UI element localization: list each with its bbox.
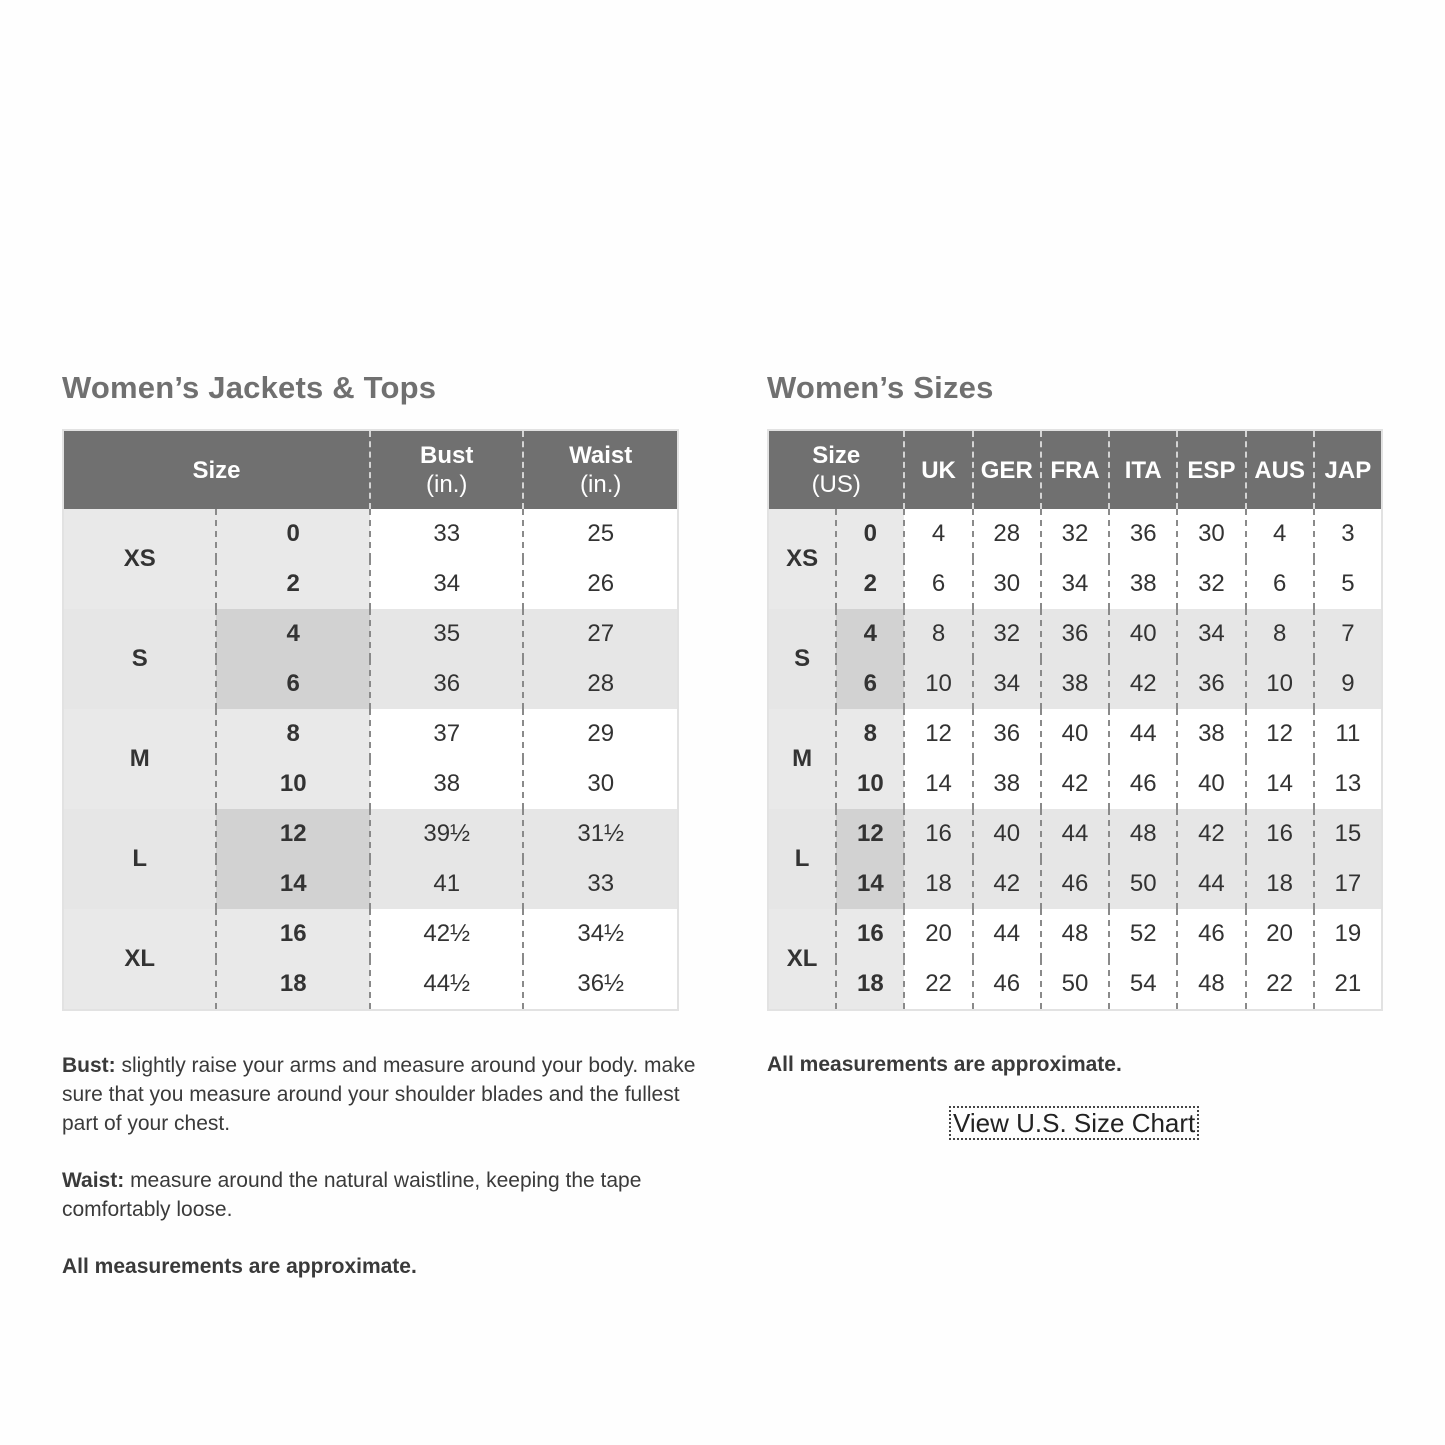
header-waist-unit: (in.) (580, 471, 622, 498)
sizes-table-body (768, 509, 1382, 1010)
bust-note-label: Bust: (62, 1054, 116, 1077)
ger-size-cell: 46 (973, 959, 1041, 1010)
ita-size-cell: 54 (1109, 959, 1177, 1010)
size-group-cell: L (63, 809, 216, 909)
uk-size-cell: 4 (904, 509, 972, 559)
table-row (768, 509, 1382, 559)
waist-cell: 29 (523, 709, 678, 759)
us-size-cell: 0 (216, 509, 369, 559)
bust-cell: 36 (370, 659, 523, 709)
ita-size-cell: 50 (1109, 859, 1177, 909)
measurement-notes (62, 1051, 702, 1309)
jap-size-cell: 3 (1314, 509, 1382, 559)
header-waist (523, 430, 678, 509)
table-header-row (63, 430, 678, 509)
fra-size-cell: 50 (1041, 959, 1109, 1010)
uk-size-cell: 20 (904, 909, 972, 959)
sizes-approx-note: All measurements are approximate. (767, 1053, 1122, 1076)
esp-size-cell: 48 (1177, 959, 1245, 1010)
size-group-cell: M (768, 709, 836, 809)
ger-size-cell: 32 (973, 609, 1041, 659)
uk-size-cell: 18 (904, 859, 972, 909)
header-fra: FRA (1041, 430, 1109, 509)
bust-cell: 35 (370, 609, 523, 659)
us-size-cell: 6 (836, 659, 904, 709)
table-row (768, 959, 1382, 1010)
ger-size-cell: 44 (973, 909, 1041, 959)
size-group-cell: S (768, 609, 836, 709)
jackets-size-table (62, 429, 679, 1011)
us-size-cell: 10 (216, 759, 369, 809)
fra-size-cell: 34 (1041, 559, 1109, 609)
header-aus: AUS (1246, 430, 1314, 509)
header-bust (370, 430, 523, 509)
us-size-cell: 14 (216, 859, 369, 909)
us-size-cell: 8 (836, 709, 904, 759)
international-size-table (767, 429, 1383, 1011)
uk-size-cell: 12 (904, 709, 972, 759)
fra-size-cell: 44 (1041, 809, 1109, 859)
table-row (63, 609, 678, 659)
us-size-cell: 4 (836, 609, 904, 659)
uk-size-cell: 22 (904, 959, 972, 1010)
aus-size-cell: 16 (1246, 809, 1314, 859)
aus-size-cell: 10 (1246, 659, 1314, 709)
table-row (63, 709, 678, 759)
aus-size-cell: 6 (1246, 559, 1314, 609)
ita-size-cell: 44 (1109, 709, 1177, 759)
header-us-size (768, 430, 904, 509)
uk-size-cell: 10 (904, 659, 972, 709)
waist-cell: 26 (523, 559, 678, 609)
table-header-row (768, 430, 1382, 509)
jap-size-cell: 19 (1314, 909, 1382, 959)
table-row (768, 759, 1382, 809)
aus-size-cell: 8 (1246, 609, 1314, 659)
us-size-cell: 2 (216, 559, 369, 609)
fra-size-cell: 48 (1041, 909, 1109, 959)
view-us-size-chart-link[interactable]: View U.S. Size Chart (949, 1106, 1199, 1140)
ita-size-cell: 48 (1109, 809, 1177, 859)
bust-cell: 34 (370, 559, 523, 609)
header-esp: ESP (1177, 430, 1245, 509)
table-row (768, 809, 1382, 859)
us-size-cell: 10 (836, 759, 904, 809)
esp-size-cell: 46 (1177, 909, 1245, 959)
ita-size-cell: 36 (1109, 509, 1177, 559)
jap-size-cell: 7 (1314, 609, 1382, 659)
bust-cell: 41 (370, 859, 523, 909)
bust-cell: 37 (370, 709, 523, 759)
bust-cell: 42½ (370, 909, 523, 959)
aus-size-cell: 22 (1246, 959, 1314, 1010)
header-bust-label: Bust (420, 442, 474, 469)
jap-size-cell: 13 (1314, 759, 1382, 809)
jap-size-cell: 21 (1314, 959, 1382, 1010)
fra-size-cell: 46 (1041, 859, 1109, 909)
jap-size-cell: 9 (1314, 659, 1382, 709)
us-size-cell: 12 (836, 809, 904, 859)
table-row (63, 509, 678, 559)
ger-size-cell: 40 (973, 809, 1041, 859)
approx-note-text: All measurements are approximate. (62, 1255, 417, 1278)
us-size-cell: 16 (216, 909, 369, 959)
table-row (768, 559, 1382, 609)
fra-size-cell: 38 (1041, 659, 1109, 709)
waist-cell: 28 (523, 659, 678, 709)
header-waist-label: Waist (569, 442, 633, 469)
fra-size-cell: 42 (1041, 759, 1109, 809)
esp-size-cell: 30 (1177, 509, 1245, 559)
uk-size-cell: 8 (904, 609, 972, 659)
esp-size-cell: 44 (1177, 859, 1245, 909)
us-size-cell: 2 (836, 559, 904, 609)
approx-note (62, 1252, 702, 1281)
ger-size-cell: 38 (973, 759, 1041, 809)
ger-size-cell: 42 (973, 859, 1041, 909)
fra-size-cell: 36 (1041, 609, 1109, 659)
size-group-cell: S (63, 609, 216, 709)
us-size-cell: 16 (836, 909, 904, 959)
table-row (768, 659, 1382, 709)
us-size-cell: 14 (836, 859, 904, 909)
header-jap: JAP (1314, 430, 1382, 509)
size-group-cell: L (768, 809, 836, 909)
header-us-size-label: Size (812, 442, 861, 469)
size-group-cell: XS (768, 509, 836, 609)
header-uk: UK (904, 430, 972, 509)
aus-size-cell: 4 (1246, 509, 1314, 559)
esp-size-cell: 42 (1177, 809, 1245, 859)
ita-size-cell: 42 (1109, 659, 1177, 709)
jap-size-cell: 17 (1314, 859, 1382, 909)
uk-size-cell: 16 (904, 809, 972, 859)
esp-size-cell: 34 (1177, 609, 1245, 659)
waist-cell: 31½ (523, 809, 678, 859)
waist-cell: 25 (523, 509, 678, 559)
ger-size-cell: 36 (973, 709, 1041, 759)
jackets-title: Women’s Jackets & Tops (62, 370, 437, 405)
table-row (768, 709, 1382, 759)
aus-size-cell: 12 (1246, 709, 1314, 759)
esp-size-cell: 38 (1177, 709, 1245, 759)
esp-size-cell: 36 (1177, 659, 1245, 709)
fra-size-cell: 40 (1041, 709, 1109, 759)
waist-note (62, 1166, 702, 1224)
uk-size-cell: 14 (904, 759, 972, 809)
aus-size-cell: 18 (1246, 859, 1314, 909)
us-size-cell: 12 (216, 809, 369, 859)
header-bust-unit: (in.) (426, 471, 468, 498)
waist-cell: 34½ (523, 909, 678, 959)
table-row (768, 859, 1382, 909)
esp-size-cell: 32 (1177, 559, 1245, 609)
jackets-table-body (63, 509, 678, 1010)
waist-note-text: measure around the natural waistline, keeping the tape comfortably loose. (62, 1169, 642, 1221)
header-us-size-unit: (US) (811, 471, 861, 498)
us-size-cell: 6 (216, 659, 369, 709)
bust-note (62, 1051, 702, 1138)
waist-note-label: Waist: (62, 1169, 125, 1192)
fra-size-cell: 32 (1041, 509, 1109, 559)
ita-size-cell: 46 (1109, 759, 1177, 809)
header-ger: GER (973, 430, 1041, 509)
uk-size-cell: 6 (904, 559, 972, 609)
bust-cell: 39½ (370, 809, 523, 859)
size-group-cell: XL (768, 909, 836, 1010)
aus-size-cell: 20 (1246, 909, 1314, 959)
bust-cell: 38 (370, 759, 523, 809)
bust-note-text: slightly raise your arms and measure around your body. make sure that you measure around your shoulder blades and the fullest part of your chest. (62, 1054, 696, 1135)
ita-size-cell: 52 (1109, 909, 1177, 959)
size-group-cell: M (63, 709, 216, 809)
jap-size-cell: 15 (1314, 809, 1382, 859)
us-size-cell: 4 (216, 609, 369, 659)
ita-size-cell: 38 (1109, 559, 1177, 609)
waist-cell: 36½ (523, 959, 678, 1010)
jap-size-cell: 5 (1314, 559, 1382, 609)
bust-cell: 33 (370, 509, 523, 559)
ger-size-cell: 30 (973, 559, 1041, 609)
table-row (768, 609, 1382, 659)
us-size-cell: 18 (836, 959, 904, 1010)
table-row (768, 909, 1382, 959)
ger-size-cell: 34 (973, 659, 1041, 709)
esp-size-cell: 40 (1177, 759, 1245, 809)
us-size-cell: 18 (216, 959, 369, 1010)
bust-cell: 44½ (370, 959, 523, 1010)
aus-size-cell: 14 (1246, 759, 1314, 809)
ita-size-cell: 40 (1109, 609, 1177, 659)
waist-cell: 33 (523, 859, 678, 909)
sizes-title: Women’s Sizes (767, 370, 994, 405)
us-size-cell: 0 (836, 509, 904, 559)
header-size: Size (63, 430, 370, 509)
size-group-cell: XL (63, 909, 216, 1010)
table-row (63, 909, 678, 959)
waist-cell: 27 (523, 609, 678, 659)
waist-cell: 30 (523, 759, 678, 809)
header-ita: ITA (1109, 430, 1177, 509)
us-size-cell: 8 (216, 709, 369, 759)
ger-size-cell: 28 (973, 509, 1041, 559)
jap-size-cell: 11 (1314, 709, 1382, 759)
size-group-cell: XS (63, 509, 216, 609)
table-row (63, 809, 678, 859)
